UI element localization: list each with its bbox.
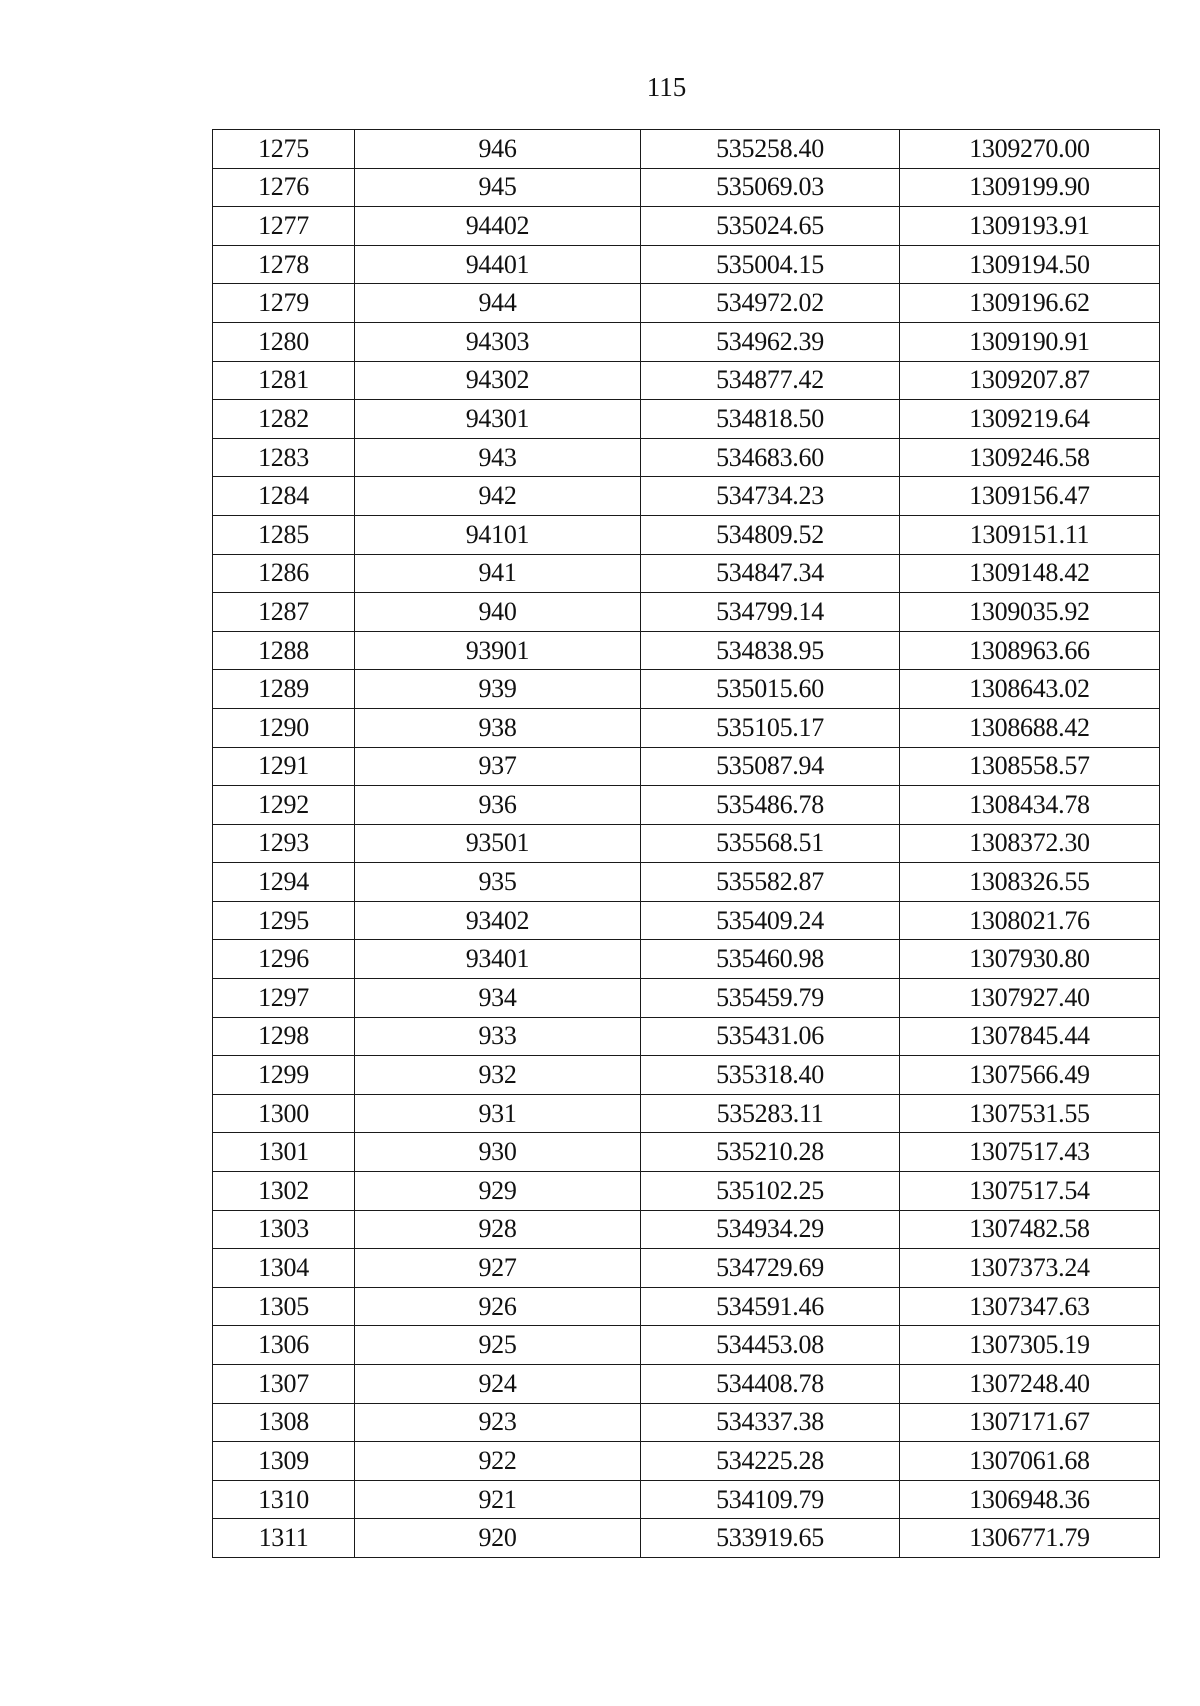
x-coordinate-cell: 535582.87 bbox=[641, 863, 900, 902]
y-coordinate-cell: 1307566.49 bbox=[900, 1056, 1160, 1095]
table-row bbox=[213, 322, 1160, 361]
table-row bbox=[213, 1326, 1160, 1365]
x-coordinate-cell: 535087.94 bbox=[641, 747, 900, 786]
point-id-cell: 93501 bbox=[355, 824, 641, 863]
y-coordinate-cell: 1309148.42 bbox=[900, 554, 1160, 593]
table-row bbox=[213, 245, 1160, 284]
x-coordinate-cell: 535459.79 bbox=[641, 979, 900, 1018]
x-coordinate-cell: 534591.46 bbox=[641, 1287, 900, 1326]
row-number-cell: 1297 bbox=[213, 979, 355, 1018]
row-number-cell: 1310 bbox=[213, 1480, 355, 1519]
y-coordinate-cell: 1306948.36 bbox=[900, 1480, 1160, 1519]
row-number-cell: 1299 bbox=[213, 1056, 355, 1095]
point-id-cell: 937 bbox=[355, 747, 641, 786]
table-row bbox=[213, 284, 1160, 323]
point-id-cell: 932 bbox=[355, 1056, 641, 1095]
table-row bbox=[213, 1287, 1160, 1326]
table-row bbox=[213, 1133, 1160, 1172]
y-coordinate-cell: 1307248.40 bbox=[900, 1365, 1160, 1404]
y-coordinate-cell: 1309196.62 bbox=[900, 284, 1160, 323]
x-coordinate-cell: 534683.60 bbox=[641, 438, 900, 477]
y-coordinate-cell: 1309219.64 bbox=[900, 400, 1160, 439]
row-number-cell: 1292 bbox=[213, 786, 355, 825]
row-number-cell: 1300 bbox=[213, 1094, 355, 1133]
table-row bbox=[213, 361, 1160, 400]
point-id-cell: 944 bbox=[355, 284, 641, 323]
table-row bbox=[213, 708, 1160, 747]
row-number-cell: 1279 bbox=[213, 284, 355, 323]
table-row bbox=[213, 1094, 1160, 1133]
row-number-cell: 1283 bbox=[213, 438, 355, 477]
point-id-cell: 927 bbox=[355, 1249, 641, 1288]
table-row bbox=[213, 554, 1160, 593]
point-id-cell: 935 bbox=[355, 863, 641, 902]
row-number-cell: 1294 bbox=[213, 863, 355, 902]
y-coordinate-cell: 1309199.90 bbox=[900, 168, 1160, 207]
x-coordinate-cell: 534972.02 bbox=[641, 284, 900, 323]
x-coordinate-cell: 534809.52 bbox=[641, 515, 900, 554]
x-coordinate-cell: 534109.79 bbox=[641, 1480, 900, 1519]
point-id-cell: 933 bbox=[355, 1017, 641, 1056]
table-row bbox=[213, 1056, 1160, 1095]
y-coordinate-cell: 1307845.44 bbox=[900, 1017, 1160, 1056]
y-coordinate-cell: 1308963.66 bbox=[900, 631, 1160, 670]
table-row bbox=[213, 1017, 1160, 1056]
table-row bbox=[213, 477, 1160, 516]
y-coordinate-cell: 1308434.78 bbox=[900, 786, 1160, 825]
row-number-cell: 1286 bbox=[213, 554, 355, 593]
x-coordinate-cell: 535004.15 bbox=[641, 245, 900, 284]
table-row bbox=[213, 1172, 1160, 1211]
table-row bbox=[213, 593, 1160, 632]
point-id-cell: 941 bbox=[355, 554, 641, 593]
table-row bbox=[213, 747, 1160, 786]
row-number-cell: 1311 bbox=[213, 1519, 355, 1558]
x-coordinate-cell: 535069.03 bbox=[641, 168, 900, 207]
row-number-cell: 1276 bbox=[213, 168, 355, 207]
x-coordinate-cell: 535102.25 bbox=[641, 1172, 900, 1211]
row-number-cell: 1278 bbox=[213, 245, 355, 284]
y-coordinate-cell: 1309246.58 bbox=[900, 438, 1160, 477]
point-id-cell: 924 bbox=[355, 1365, 641, 1404]
x-coordinate-cell: 535283.11 bbox=[641, 1094, 900, 1133]
table-row bbox=[213, 824, 1160, 863]
x-coordinate-cell: 533919.65 bbox=[641, 1519, 900, 1558]
y-coordinate-cell: 1307531.55 bbox=[900, 1094, 1160, 1133]
y-coordinate-cell: 1307373.24 bbox=[900, 1249, 1160, 1288]
point-id-cell: 925 bbox=[355, 1326, 641, 1365]
row-number-cell: 1280 bbox=[213, 322, 355, 361]
page-number: 115 bbox=[646, 72, 687, 102]
point-id-cell: 929 bbox=[355, 1172, 641, 1211]
coordinates-table-body bbox=[213, 130, 1160, 1558]
table-row bbox=[213, 1365, 1160, 1404]
y-coordinate-cell: 1309207.87 bbox=[900, 361, 1160, 400]
x-coordinate-cell: 534934.29 bbox=[641, 1210, 900, 1249]
point-id-cell: 94303 bbox=[355, 322, 641, 361]
x-coordinate-cell: 535024.65 bbox=[641, 207, 900, 246]
point-id-cell: 93901 bbox=[355, 631, 641, 670]
point-id-cell: 926 bbox=[355, 1287, 641, 1326]
x-coordinate-cell: 535258.40 bbox=[641, 130, 900, 169]
row-number-cell: 1293 bbox=[213, 824, 355, 863]
row-number-cell: 1282 bbox=[213, 400, 355, 439]
x-coordinate-cell: 535431.06 bbox=[641, 1017, 900, 1056]
y-coordinate-cell: 1307927.40 bbox=[900, 979, 1160, 1018]
x-coordinate-cell: 534225.28 bbox=[641, 1442, 900, 1481]
point-id-cell: 928 bbox=[355, 1210, 641, 1249]
row-number-cell: 1309 bbox=[213, 1442, 355, 1481]
table-row bbox=[213, 631, 1160, 670]
x-coordinate-cell: 534877.42 bbox=[641, 361, 900, 400]
row-number-cell: 1307 bbox=[213, 1365, 355, 1404]
point-id-cell: 930 bbox=[355, 1133, 641, 1172]
x-coordinate-cell: 534838.95 bbox=[641, 631, 900, 670]
point-id-cell: 94101 bbox=[355, 515, 641, 554]
row-number-cell: 1285 bbox=[213, 515, 355, 554]
row-number-cell: 1301 bbox=[213, 1133, 355, 1172]
x-coordinate-cell: 534962.39 bbox=[641, 322, 900, 361]
x-coordinate-cell: 535105.17 bbox=[641, 708, 900, 747]
x-coordinate-cell: 535568.51 bbox=[641, 824, 900, 863]
row-number-cell: 1284 bbox=[213, 477, 355, 516]
row-number-cell: 1289 bbox=[213, 670, 355, 709]
y-coordinate-cell: 1307347.63 bbox=[900, 1287, 1160, 1326]
table-row bbox=[213, 786, 1160, 825]
point-id-cell: 923 bbox=[355, 1403, 641, 1442]
table-row bbox=[213, 1519, 1160, 1558]
row-number-cell: 1305 bbox=[213, 1287, 355, 1326]
point-id-cell: 921 bbox=[355, 1480, 641, 1519]
y-coordinate-cell: 1309190.91 bbox=[900, 322, 1160, 361]
x-coordinate-cell: 535318.40 bbox=[641, 1056, 900, 1095]
y-coordinate-cell: 1307930.80 bbox=[900, 940, 1160, 979]
x-coordinate-cell: 534408.78 bbox=[641, 1365, 900, 1404]
point-id-cell: 94401 bbox=[355, 245, 641, 284]
y-coordinate-cell: 1308688.42 bbox=[900, 708, 1160, 747]
y-coordinate-cell: 1307061.68 bbox=[900, 1442, 1160, 1481]
x-coordinate-cell: 534337.38 bbox=[641, 1403, 900, 1442]
row-number-cell: 1295 bbox=[213, 901, 355, 940]
coordinates-table bbox=[212, 129, 1160, 1558]
point-id-cell: 938 bbox=[355, 708, 641, 747]
point-id-cell: 936 bbox=[355, 786, 641, 825]
y-coordinate-cell: 1307517.54 bbox=[900, 1172, 1160, 1211]
table-row bbox=[213, 901, 1160, 940]
y-coordinate-cell: 1309035.92 bbox=[900, 593, 1160, 632]
x-coordinate-cell: 535486.78 bbox=[641, 786, 900, 825]
y-coordinate-cell: 1307305.19 bbox=[900, 1326, 1160, 1365]
y-coordinate-cell: 1308558.57 bbox=[900, 747, 1160, 786]
table-row bbox=[213, 400, 1160, 439]
row-number-cell: 1306 bbox=[213, 1326, 355, 1365]
row-number-cell: 1304 bbox=[213, 1249, 355, 1288]
point-id-cell: 93401 bbox=[355, 940, 641, 979]
y-coordinate-cell: 1306771.79 bbox=[900, 1519, 1160, 1558]
point-id-cell: 922 bbox=[355, 1442, 641, 1481]
row-number-cell: 1302 bbox=[213, 1172, 355, 1211]
point-id-cell: 93402 bbox=[355, 901, 641, 940]
point-id-cell: 939 bbox=[355, 670, 641, 709]
row-number-cell: 1303 bbox=[213, 1210, 355, 1249]
point-id-cell: 94301 bbox=[355, 400, 641, 439]
x-coordinate-cell: 535210.28 bbox=[641, 1133, 900, 1172]
y-coordinate-cell: 1309194.50 bbox=[900, 245, 1160, 284]
row-number-cell: 1277 bbox=[213, 207, 355, 246]
row-number-cell: 1281 bbox=[213, 361, 355, 400]
table-row bbox=[213, 670, 1160, 709]
y-coordinate-cell: 1309193.91 bbox=[900, 207, 1160, 246]
point-id-cell: 920 bbox=[355, 1519, 641, 1558]
table-row bbox=[213, 438, 1160, 477]
y-coordinate-cell: 1308643.02 bbox=[900, 670, 1160, 709]
table-row bbox=[213, 979, 1160, 1018]
table-row bbox=[213, 1403, 1160, 1442]
point-id-cell: 945 bbox=[355, 168, 641, 207]
table-row bbox=[213, 207, 1160, 246]
point-id-cell: 934 bbox=[355, 979, 641, 1018]
y-coordinate-cell: 1309151.11 bbox=[900, 515, 1160, 554]
row-number-cell: 1298 bbox=[213, 1017, 355, 1056]
point-id-cell: 940 bbox=[355, 593, 641, 632]
y-coordinate-cell: 1308021.76 bbox=[900, 901, 1160, 940]
table-row bbox=[213, 130, 1160, 169]
table-row bbox=[213, 168, 1160, 207]
y-coordinate-cell: 1307482.58 bbox=[900, 1210, 1160, 1249]
x-coordinate-cell: 534453.08 bbox=[641, 1326, 900, 1365]
point-id-cell: 931 bbox=[355, 1094, 641, 1133]
table-row bbox=[213, 1210, 1160, 1249]
point-id-cell: 94402 bbox=[355, 207, 641, 246]
row-number-cell: 1288 bbox=[213, 631, 355, 670]
table-row bbox=[213, 863, 1160, 902]
table-row bbox=[213, 1249, 1160, 1288]
row-number-cell: 1290 bbox=[213, 708, 355, 747]
x-coordinate-cell: 534818.50 bbox=[641, 400, 900, 439]
x-coordinate-cell: 535409.24 bbox=[641, 901, 900, 940]
x-coordinate-cell: 535015.60 bbox=[641, 670, 900, 709]
y-coordinate-cell: 1307171.67 bbox=[900, 1403, 1160, 1442]
y-coordinate-cell: 1308326.55 bbox=[900, 863, 1160, 902]
table-row bbox=[213, 940, 1160, 979]
row-number-cell: 1296 bbox=[213, 940, 355, 979]
x-coordinate-cell: 535460.98 bbox=[641, 940, 900, 979]
x-coordinate-cell: 534847.34 bbox=[641, 554, 900, 593]
y-coordinate-cell: 1307517.43 bbox=[900, 1133, 1160, 1172]
y-coordinate-cell: 1309270.00 bbox=[900, 130, 1160, 169]
table-row bbox=[213, 515, 1160, 554]
y-coordinate-cell: 1309156.47 bbox=[900, 477, 1160, 516]
point-id-cell: 943 bbox=[355, 438, 641, 477]
row-number-cell: 1275 bbox=[213, 130, 355, 169]
y-coordinate-cell: 1308372.30 bbox=[900, 824, 1160, 863]
row-number-cell: 1291 bbox=[213, 747, 355, 786]
row-number-cell: 1287 bbox=[213, 593, 355, 632]
point-id-cell: 942 bbox=[355, 477, 641, 516]
point-id-cell: 94302 bbox=[355, 361, 641, 400]
row-number-cell: 1308 bbox=[213, 1403, 355, 1442]
table-row bbox=[213, 1442, 1160, 1481]
x-coordinate-cell: 534734.23 bbox=[641, 477, 900, 516]
table-row bbox=[213, 1480, 1160, 1519]
x-coordinate-cell: 534799.14 bbox=[641, 593, 900, 632]
x-coordinate-cell: 534729.69 bbox=[641, 1249, 900, 1288]
point-id-cell: 946 bbox=[355, 130, 641, 169]
